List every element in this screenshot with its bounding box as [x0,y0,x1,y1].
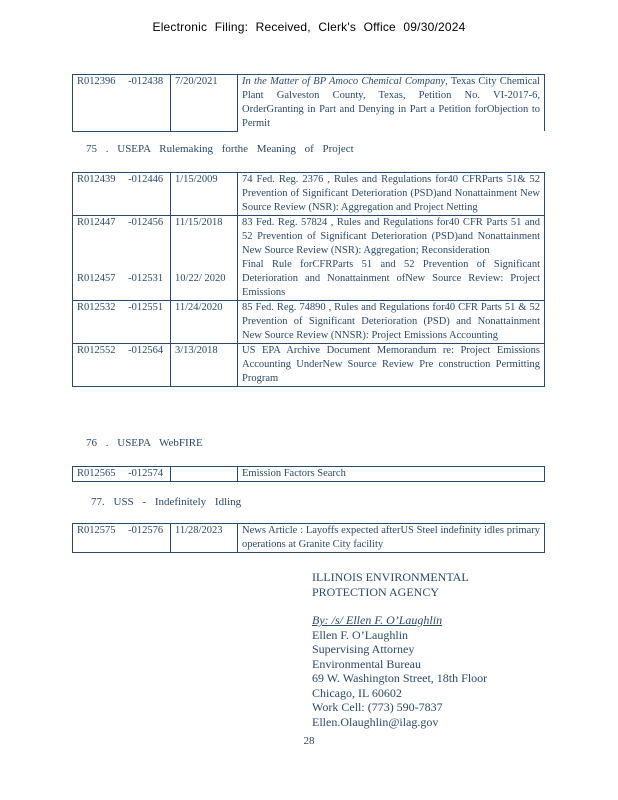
document-description [238,75,545,132]
document-description: US EPA Archive Document Memorandum re: Project Emissions Accounting UnderNew Source Review Pre construction Permitting Program [238,344,545,387]
bates-range: R012396 -012438 [73,75,171,132]
bates-range: R012575 -012576 [73,524,171,553]
document-description-cell [238,216,545,301]
document-description: Final Rule forCFRParts 51 and 52 Prevention of Significant Deterioration and Nonattainment ofNew Source Review: Project Emissions [242,259,540,298]
table-row [73,344,545,387]
agency-name-line1: ILLINOIS ENVIRONMENTAL [312,570,469,584]
description-text: , Texas City Chemical Plant Galveston County, Texas, Petition No. VI-2017-6, OrderGranting in Part and Denying in Part a Petition forObjection to Permit [242,76,540,129]
bates-range: R012447 -012456 [77,217,164,228]
document-date: 11/24/2020 [171,301,238,344]
table-row [73,216,545,301]
case-caption: In the Matter of BP Amoco Chemical Company [242,76,446,87]
page-number: 28 [303,735,315,747]
document-date: 11/15/2018 [175,217,223,228]
signature-block [312,570,487,729]
document-date: 7/20/2021 [171,75,238,132]
work-cell: Work Cell: (773) 590-7837 [312,700,443,714]
table-row [73,301,545,344]
table-row [73,467,545,482]
document-date: 3/13/2018 [171,344,238,387]
document-description: Emission Factors Search [238,467,545,482]
document-table-webfire [72,466,545,482]
address-city: Chicago, IL 60602 [312,685,402,700]
electronic-signature: By: /s/ Ellen F. O’Laughlin [312,613,443,627]
agency-name-line2: PROTECTION AGENCY [312,584,440,599]
document-date-cell [171,216,238,301]
section-heading-77: 77. USS - Indefinitely Idling [91,496,242,508]
bates-range-cell [73,216,171,301]
section-heading-75: 75 . USEPA Rulemaking forthe Meaning of Project [86,143,354,155]
document-date: 10/22/ 2020 [175,273,226,284]
signer-name: Ellen F. O’Laughlin [312,627,409,642]
bates-range: R012565 -012574 [73,467,171,482]
document-description: 83 Fed. Reg. 57824 , Rules and Regulations for40 CFR Parts 51 and 52 Prevention of Significant Deterioration (PSD)and Nonattainment New Source Review (NSR): Aggregation; Reconsideration [242,217,540,256]
section-heading-76: 76 . USEPA WebFIRE [86,437,203,449]
document-table-project-rulemaking [72,172,545,387]
email-address: Ellen.Olaughlin@ilag.gov [312,714,439,729]
document-date: 1/15/2009 [171,173,238,216]
signer-title: Supervising Attorney [312,642,415,656]
table-row [73,75,545,132]
document-description: 74 Fed. Reg. 2376 , Rules and Regulations for40 CFRParts 51& 52 Prevention of Significant Deterioration (PSD)and Nonattainment New Source Review (NSR): Aggregation and Project Netting [238,173,545,216]
document-table-uss-idling [72,523,545,553]
document-description: News Article : Layoffs expected afterUS Steel indefinity idles primary operations at Granite City facility [238,524,545,553]
bates-range: R012532 -012551 [73,301,171,344]
bates-range: R012439 -012446 [73,173,171,216]
signer-bureau: Environmental Bureau [312,656,421,671]
electronic-filing-header: Electronic Filing: Received, Clerk's Office 09/30/2024 [152,20,466,34]
table-row [73,524,545,553]
table-row [73,173,545,216]
document-table-bp-amoco [72,74,545,132]
document-date: 11/28/2023 [171,524,238,553]
bates-range: R012552 -012564 [73,344,171,387]
document-description: 85 Fed. Reg. 74890 , Rules and Regulations for40 CFR Parts 51 & 52 Prevention of Significant Deterioration (PSD) and Nonattainment New Source Review (NNSR): Project Emissions Accounting [238,301,545,344]
bates-range: R012457 -012531 [77,273,164,284]
address-street: 69 W. Washington Street, 18th Floor [312,671,488,685]
document-date [171,467,238,482]
